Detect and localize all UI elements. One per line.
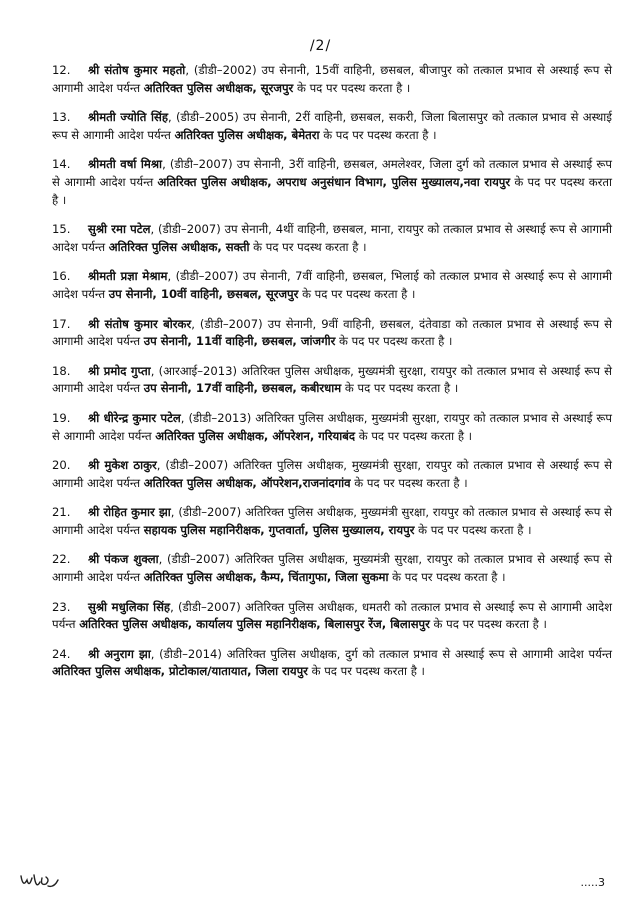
officer-name: श्री संतोष कुमार बोरकर — [88, 316, 192, 331]
order-entry — [52, 599, 612, 634]
order-entry — [52, 221, 612, 256]
order-entry — [52, 363, 612, 398]
entry-details: , (डीडी–2007) अतिरिक्त पुलिस अधीक्षक, मुख्यमंत्री सुरक्षा, रायपुर को तत्काल प्रभाव से अस्थाई रूप से आगामी आदेश पर्यन्त — [52, 552, 612, 585]
order-entry — [52, 109, 612, 144]
entry-details: , (डीडी–2002) उप सेनानी, 15वीं वाहिनी, छसबल, बीजापुर को तत्काल प्रभाव से अस्थाई रूप से आगामी आदेश पर्यन्त — [52, 63, 612, 95]
entry-number: 15. — [52, 222, 71, 237]
entry-tail: के पद पर पदस्थ करता है । — [414, 522, 532, 537]
entry-tail: के पद पर पदस्थ करता है । — [293, 80, 411, 95]
officer-name: श्रीमती वर्षा मिश्रा — [88, 157, 163, 172]
officer-name: श्री संतोष कुमार महतो — [88, 63, 186, 77]
entry-details: , (डीडी–2013) अतिरिक्त पुलिस अधीक्षक, मुख्यमंत्री सुरक्षा, रायपुर को तत्काल प्रभाव से अस्थाई रूप से आगामी आदेश पर्यन्त — [52, 410, 612, 443]
posting-designation: अतिरिक्त पुलिस अधीक्षक, कैम्प, चिंतागुफा, जिला सुकमा — [143, 570, 389, 585]
entry-tail: के पद पर पदस्थ करता है । — [307, 664, 425, 679]
entry-tail: के पद पर पदस्थ करता है । — [319, 127, 437, 142]
entry-number: 14. — [52, 157, 71, 172]
order-entry — [52, 646, 612, 681]
entry-number: 12. — [52, 63, 71, 77]
entry-number: 24. — [52, 646, 71, 661]
entry-details: , (डीडी–2007) उप सेनानी, 9वीं वाहिनी, छसबल, दंतेवाडा को तत्काल प्रभाव से अस्थाई रूप से आगामी आदेश पर्यन्त — [52, 316, 612, 349]
officer-name: श्री मुकेश ठाकुर — [88, 458, 157, 473]
posting-designation: सहायक पुलिस महानिरीक्षक, गुप्तवार्ता, पुलिस मुख्यालय, रायपुर — [143, 522, 415, 537]
order-entries — [52, 62, 612, 693]
entry-number: 19. — [52, 410, 71, 425]
officer-name: सुश्री रमा पटेल — [88, 222, 151, 237]
posting-designation: अतिरिक्त पुलिस अधीक्षक, अपराध अनुसंधान विभाग, पुलिस मुख्यालय,नवा रायपुर — [157, 174, 511, 189]
entry-details: , (डीडी–2007) अतिरिक्त पुलिस अधीक्षक, धमतरी को तत्काल प्रभाव से अस्थाई रूप से आगामी आदेश पर्यन्त — [52, 599, 613, 632]
entry-number: 22. — [52, 552, 71, 567]
entry-tail: के पद पर पदस्थ करता है । — [355, 428, 473, 443]
posting-designation: उप सेनानी, 10वीं वाहिनी, छसबल, सूरजपुर — [108, 286, 299, 301]
entry-details: , (डीडी–2007) उप सेनानी, 4थीं वाहिनी, छसबल, माना, रायपुर को तत्काल प्रभाव से अस्थाई रूप से आगामी आदेश पर्यन्त — [52, 222, 612, 254]
entry-details: , (आरआई–2013) अतिरिक्त पुलिस अधीक्षक, मुख्यमंत्री सुरक्षा, रायपुर को तत्काल प्रभाव से अस्थाई रूप से आगामी आदेश पर्यन्त — [52, 363, 613, 396]
signature-initials — [18, 866, 62, 894]
posting-designation: उप सेनानी, 11वीं वाहिनी, छसबल, जांजगीर — [143, 334, 336, 349]
order-entry — [52, 156, 612, 209]
posting-designation: अतिरिक्त पुलिस अधीक्षक, कार्यालय पुलिस महानिरीक्षक, बिलासपुर रेंज, बिलासपुर — [79, 617, 430, 632]
officer-name: श्री प्रमोद गुप्ता — [88, 363, 151, 378]
entry-tail: के पद पर पदस्थ करता है । — [388, 570, 506, 585]
order-entry — [52, 551, 612, 586]
entry-details: , (डीडी–2007) उप सेनानी, 3रीं वाहिनी, छसबल, अमलेश्वर, जिला दुर्ग को तत्काल प्रभाव से अस्थाई रूप से आगामी आदेश पर्यन्त — [52, 157, 612, 189]
entry-details: , (डीडी–2007) अतिरिक्त पुलिस अधीक्षक, मुख्यमंत्री सुरक्षा, रायपुर को तत्काल प्रभाव से अस्थाई रूप से आगामी आदेश पर्यन्त — [52, 458, 612, 490]
entry-tail: के पद पर पदस्थ करता है । — [52, 174, 612, 207]
officer-name: श्री पंकज शुक्ला — [88, 552, 159, 567]
entry-details: , (डीडी–2007) उप सेनानी, 7वीं वाहिनी, छसबल, भिलाई को तत्काल प्रभाव से अस्थाई रूप से आगामी आदेश पर्यन्त — [52, 269, 613, 301]
officer-name: श्रीमती ज्योति सिंह — [88, 110, 169, 125]
officer-name: श्री रोहित कुमार झा — [88, 505, 171, 520]
entry-tail: के पद पर पदस्थ करता है । — [298, 286, 416, 301]
entry-tail: के पद पर पदस्थ करता है । — [341, 381, 459, 396]
entry-details: , (डीडी–2005) उप सेनानी, 2रीं वाहिनी, छसबल, सकरी, जिला बिलासपुर को तत्काल प्रभाव से अस्थाई रूप से आगामी आदेश पर्यन्त — [52, 110, 612, 142]
order-entry — [52, 457, 612, 492]
entry-number: 17. — [52, 316, 71, 331]
order-entry — [52, 268, 612, 303]
entry-number: 18. — [52, 363, 71, 378]
posting-designation: अतिरिक्त पुलिस अधीक्षक, सक्ती — [108, 239, 250, 254]
order-entry — [52, 504, 612, 539]
officer-name: श्रीमती प्रज्ञा मेश्राम — [88, 269, 168, 284]
order-entry — [52, 62, 612, 97]
entry-number: 21. — [52, 505, 71, 520]
officer-name: श्री अनुराग झा — [88, 646, 151, 661]
entry-number: 16. — [52, 269, 71, 284]
entry-details: , (डीडी–2007) अतिरिक्त पुलिस अधीक्षक, मुख्यमंत्री सुरक्षा, रायपुर को तत्काल प्रभाव से अस्थाई रूप से आगामी आदेश पर्यन्त — [52, 505, 612, 537]
order-entry — [52, 410, 612, 445]
officer-name: श्री धीरेन्द्र कुमार पटेल — [88, 410, 181, 425]
posting-designation: अतिरिक्त पुलिस अधीक्षक, प्रोटोकाल/यातायात, जिला रायपुर — [52, 664, 308, 679]
entry-details: , (डीडी–2014) अतिरिक्त पुलिस अधीक्षक, दुर्ग को तत्काल प्रभाव से अस्थाई रूप से आगामी आदेश पर्यन्त — [150, 646, 612, 661]
order-entry — [52, 316, 612, 351]
entry-tail: के पद पर पदस्थ करता है । — [350, 475, 468, 490]
entry-tail: के पद पर पदस्थ करता है । — [335, 334, 453, 349]
page-number: /2/ — [309, 38, 332, 54]
entry-number: 13. — [52, 110, 71, 125]
officer-name: सुश्री मधुलिका सिंह — [88, 599, 171, 614]
entry-number: 20. — [52, 458, 71, 473]
posting-designation: अतिरिक्त पुलिस अधीक्षक, सूरजपुर — [143, 80, 294, 95]
posting-designation: अतिरिक्त पुलिस अधीक्षक, ऑपरेशन, गरियाबंद — [155, 428, 356, 443]
posting-designation: अतिरिक्त पुलिस अधीक्षक, ऑपरेशन,राजनांदगांव — [143, 475, 351, 490]
next-page-indicator: .....3 — [580, 876, 605, 889]
entry-number: 23. — [52, 599, 71, 614]
entry-tail: के पद पर पदस्थ करता है । — [249, 239, 367, 254]
posting-designation: उप सेनानी, 17वीं वाहिनी, छसबल, कबीरधाम — [143, 381, 342, 396]
entry-tail: के पद पर पदस्थ करता है । — [429, 617, 547, 632]
posting-designation: अतिरिक्त पुलिस अधीक्षक, बेमेतरा — [174, 127, 320, 142]
